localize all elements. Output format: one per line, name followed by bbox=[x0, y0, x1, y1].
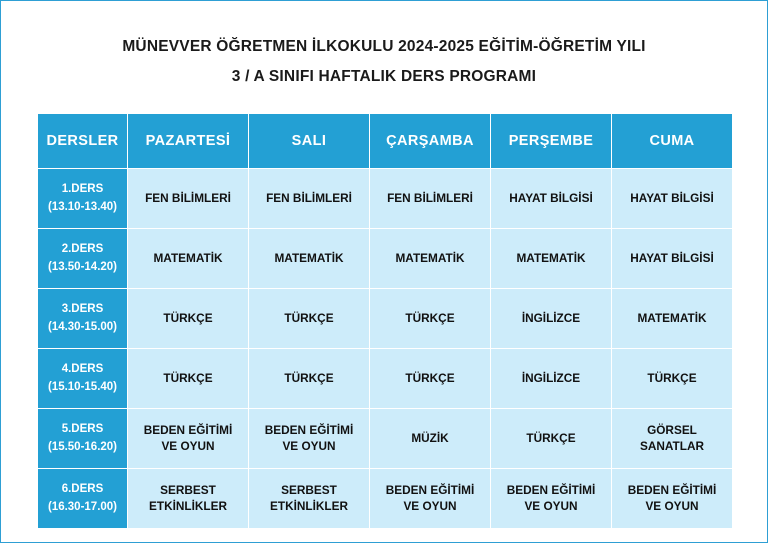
hour-time: (14.30-15.00) bbox=[47, 320, 118, 333]
column-header-sali: SALI bbox=[249, 114, 370, 169]
schedule-table-head bbox=[38, 114, 733, 169]
table-row bbox=[38, 469, 733, 529]
lesson-line-1: TÜRKÇE bbox=[405, 370, 455, 385]
lesson-cell bbox=[128, 289, 249, 349]
weekly-schedule-table bbox=[37, 113, 733, 529]
hour-cell bbox=[38, 409, 128, 469]
lesson-line-1: HAYAT BİLGİSİ bbox=[630, 250, 714, 265]
lesson-line-2: VE OYUN bbox=[161, 438, 215, 453]
lesson-line-2: ETKİNLİKLER bbox=[270, 498, 348, 513]
lesson-cell bbox=[370, 229, 491, 289]
lesson-line-2: ETKİNLİKLER bbox=[149, 498, 227, 513]
hour-label: 4.DERS bbox=[61, 363, 104, 376]
lesson-cell bbox=[370, 349, 491, 409]
column-header-carsamba: ÇARŞAMBA bbox=[370, 114, 491, 169]
hour-cell bbox=[38, 349, 128, 409]
lesson-cell bbox=[491, 229, 612, 289]
lesson-line-1: İNGİLİZCE bbox=[521, 310, 581, 325]
lesson-cell bbox=[491, 289, 612, 349]
lesson-cell bbox=[249, 289, 370, 349]
lesson-cell bbox=[491, 409, 612, 469]
lesson-cell bbox=[370, 169, 491, 229]
lesson-cell bbox=[249, 229, 370, 289]
lesson-cell bbox=[612, 289, 733, 349]
hour-cell bbox=[38, 289, 128, 349]
lesson-line-1: FEN BİLİMLERİ bbox=[266, 190, 352, 205]
lesson-cell bbox=[249, 409, 370, 469]
lesson-line-1: FEN BİLİMLERİ bbox=[387, 190, 473, 205]
lesson-line-2: VE OYUN bbox=[403, 498, 457, 513]
lesson-line-1: HAYAT BİLGİSİ bbox=[630, 190, 714, 205]
lesson-cell bbox=[128, 469, 249, 529]
column-header-dersler: DERSLER bbox=[38, 114, 128, 169]
lesson-line-1: TÜRKÇE bbox=[405, 310, 455, 325]
lesson-line-1: BEDEN EĞİTİMİ bbox=[627, 482, 717, 497]
lesson-cell bbox=[249, 469, 370, 529]
lesson-line-1: TÜRKÇE bbox=[284, 310, 334, 325]
page-title-line-2: 3 / A SINIFI HAFTALIK DERS PROGRAMI bbox=[231, 68, 537, 86]
lesson-line-1: SERBEST bbox=[281, 482, 337, 497]
hour-cell bbox=[38, 229, 128, 289]
lesson-line-1: FEN BİLİMLERİ bbox=[145, 190, 231, 205]
schedule-table-wrapper bbox=[37, 113, 731, 529]
lesson-cell bbox=[128, 349, 249, 409]
table-row bbox=[38, 169, 733, 229]
lesson-line-1: TÜRKÇE bbox=[163, 310, 213, 325]
lesson-cell bbox=[491, 349, 612, 409]
hour-time: (15.10-15.40) bbox=[47, 380, 118, 393]
schedule-table-body bbox=[38, 169, 733, 529]
lesson-line-2: VE OYUN bbox=[282, 438, 336, 453]
lesson-line-1: BEDEN EĞİTİMİ bbox=[264, 422, 354, 437]
column-header-pazartesi: PAZARTESİ bbox=[128, 114, 249, 169]
lesson-cell bbox=[128, 409, 249, 469]
lesson-line-1: GÖRSEL bbox=[647, 422, 697, 437]
table-row bbox=[38, 229, 733, 289]
lesson-cell bbox=[612, 169, 733, 229]
hour-label: 3.DERS bbox=[61, 303, 104, 316]
lesson-line-1: MATEMATİK bbox=[395, 250, 465, 265]
lesson-cell bbox=[612, 229, 733, 289]
lesson-line-2: VE OYUN bbox=[645, 498, 699, 513]
lesson-line-2: SANATLAR bbox=[639, 438, 704, 453]
lesson-cell bbox=[491, 469, 612, 529]
lesson-line-2: VE OYUN bbox=[524, 498, 578, 513]
page-title-line-1: MÜNEVVER ÖĞRETMEN İLKOKULU 2024-2025 EĞİTİM-ÖĞRETİM YILI bbox=[122, 38, 646, 55]
hour-cell bbox=[38, 169, 128, 229]
table-header-row bbox=[38, 114, 733, 169]
table-row bbox=[38, 409, 733, 469]
lesson-cell bbox=[612, 349, 733, 409]
lesson-line-1: BEDEN EĞİTİMİ bbox=[506, 482, 596, 497]
lesson-cell bbox=[612, 469, 733, 529]
lesson-line-1: TÜRKÇE bbox=[526, 430, 576, 445]
table-row bbox=[38, 349, 733, 409]
lesson-line-1: MÜZİK bbox=[411, 430, 449, 445]
lesson-cell bbox=[370, 409, 491, 469]
lesson-cell bbox=[128, 169, 249, 229]
lesson-line-1: İNGİLİZCE bbox=[521, 370, 581, 385]
lesson-line-1: TÜRKÇE bbox=[647, 370, 697, 385]
column-header-cuma: CUMA bbox=[612, 114, 733, 169]
lesson-line-1: MATEMATİK bbox=[153, 250, 223, 265]
lesson-line-1: MATEMATİK bbox=[637, 310, 707, 325]
lesson-cell bbox=[491, 169, 612, 229]
lesson-cell bbox=[249, 169, 370, 229]
hour-cell bbox=[38, 469, 128, 529]
lesson-cell bbox=[612, 409, 733, 469]
lesson-cell bbox=[249, 349, 370, 409]
lesson-line-1: TÜRKÇE bbox=[163, 370, 213, 385]
lesson-cell bbox=[128, 229, 249, 289]
hour-time: (16.30-17.00) bbox=[47, 500, 118, 513]
lesson-line-1: BEDEN EĞİTİMİ bbox=[143, 422, 233, 437]
lesson-cell bbox=[370, 289, 491, 349]
hour-label: 5.DERS bbox=[61, 423, 104, 436]
lesson-cell bbox=[370, 469, 491, 529]
lesson-line-1: MATEMATİK bbox=[516, 250, 586, 265]
lesson-line-1: TÜRKÇE bbox=[284, 370, 334, 385]
hour-label: 2.DERS bbox=[61, 243, 104, 256]
hour-label: 6.DERS bbox=[61, 483, 104, 496]
hour-time: (13.10-13.40) bbox=[47, 200, 118, 213]
hour-time: (13.50-14.20) bbox=[47, 260, 118, 273]
column-header-persembe: PERŞEMBE bbox=[491, 114, 612, 169]
lesson-line-1: MATEMATİK bbox=[274, 250, 344, 265]
document-title-block bbox=[1, 1, 767, 89]
lesson-line-1: BEDEN EĞİTİMİ bbox=[385, 482, 475, 497]
table-row bbox=[38, 289, 733, 349]
hour-label: 1.DERS bbox=[61, 183, 104, 196]
lesson-line-1: HAYAT BİLGİSİ bbox=[509, 190, 593, 205]
hour-time: (15.50-16.20) bbox=[47, 440, 118, 453]
lesson-line-1: SERBEST bbox=[160, 482, 216, 497]
